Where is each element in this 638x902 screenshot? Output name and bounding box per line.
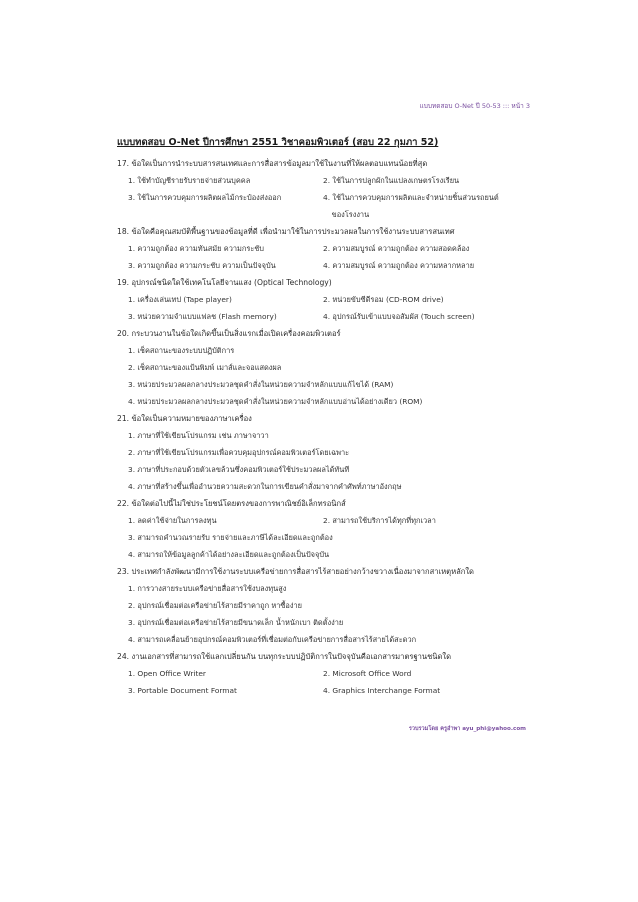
question-text: 17. ข้อใดเป็นการนำระบบสารสนเทศและการสื่อสารข้อมูลมาใช้ในงานที่ให้ผลตอบแทนน้อยที่สุด (117, 159, 428, 168)
option-4: 4. สามารถเคลื่อนย้ายอุปกรณ์คอมพิวเตอร์ที่เชื่อมต่อกับเครือข่ายการสื่อสารไร้สายได้สะดวก (128, 635, 417, 644)
option-3: 3. หน่วยความจำแบบแฟลช (Flash memory) (128, 312, 277, 321)
option-2: 2. ความสมบูรณ์ ความถูกต้อง ความสอดคล้อง (323, 244, 470, 253)
option-4: 4. ความสมบูรณ์ ความถูกต้อง ความหลากหลาย (323, 261, 475, 270)
option-2: 2. Microsoft Office Word (323, 669, 412, 678)
option-2: 2. หน่วยขับซีดีรอม (CD-ROM drive) (323, 295, 444, 304)
option-4: 4. สามารถให้ข้อมูลลูกค้าได้อย่างละเอียดและถูกต้องเป็นปัจจุบัน (128, 550, 330, 559)
question-text: 22. ข้อใดต่อไปนี้ไม่ใช่ประโยชน์โดยตรงของการพาณิชย์อิเล็กทรอนิกส์ (117, 499, 346, 508)
option-2: 2. อุปกรณ์เชื่อมต่อเครือข่ายไร้สายมีราคาถูก หาซื้อง่าย (128, 601, 302, 610)
option-3: 3. ความถูกต้อง ความกระชับ ความเป็นปัจจุบัน (128, 261, 276, 270)
option-3: 3. หน่วยประมวลผลกลางประมวลชุดคำสั่งในหน่วยความจำหลักแบบแก้ไขได้ (RAM) (128, 380, 394, 389)
question-text: 23. ประเทศกำลังพัฒนามีการใช้งานระบบเครือข่ายการสื่อสารไร้สายอย่างกว้างขวางเนื่องมาจากสาเหตุหลักใด (117, 567, 474, 576)
question-list (117, 155, 537, 699)
question-19 (117, 274, 537, 325)
option-2: 2. เช็คสถานะของแป้นพิมพ์ เมาส์และจอแสดงผล (128, 363, 282, 372)
option-1: 1. เช็คสถานะของระบบปฏิบัติการ (128, 346, 235, 355)
option-2: 2. ภาษาที่ใช้เขียนโปรแกรมเพื่อควบคุมอุปกรณ์คอมพิวเตอร์โดยเฉพาะ (128, 448, 350, 457)
option-4: 4. Graphics Interchange Format (323, 686, 441, 695)
question-text: 24. งานเอกสารที่สามารถใช้แลกเปลี่ยนกัน บนทุกระบบปฏิบัติการในปัจจุบันคือเอกสารมาตรฐานชนิดใด (117, 652, 452, 661)
option-3: 3. สามารถคำนวณรายรับ รายจ่ายและภาษีได้ละเอียดและถูกต้อง (128, 533, 333, 542)
option-3: 3. อุปกรณ์เชื่อมต่อเครือข่ายไร้สายมีขนาดเล็ก น้ำหนักเบา ติดตั้งง่าย (128, 618, 344, 627)
question-20 (117, 325, 537, 410)
page-footer-credit: รวบรวมโดย ครูอำพา ayu_phi@yahoo.com (408, 726, 526, 732)
page-title: แบบทดสอบ O-Net ปีการศึกษา 2551 วิชาคอมพิวเตอร์ (สอบ 22 กุมภา 52) (117, 137, 439, 148)
question-text: 18. ข้อใดคือคุณสมบัติพื้นฐานของข้อมูลที่ดี เพื่อนำมาใช้ในการประมวลผลในการใช้งานระบบสารสนเทศ (117, 227, 455, 236)
option-1: 1. ใช้ทำบัญชีรายรับรายจ่ายส่วนบุคคล (128, 176, 251, 185)
option-1: 1. การวางสายระบบเครือข่ายสื่อสารใช้งบลงทุนสูง (128, 584, 287, 593)
question-text: 20. กระบวนงานในข้อใดเกิดขึ้นเป็นสิ่งแรกเมื่อเปิดเครื่องคอมพิวเตอร์ (117, 329, 341, 338)
question-23 (117, 563, 537, 648)
option-4: 4. อุปกรณ์รับเข้าแบบจอสัมผัส (Touch screen) (323, 312, 475, 321)
question-21 (117, 410, 537, 495)
option-3: 3. ภาษาที่ประกอบด้วยตัวเลขล้วนซึ่งคอมพิวเตอร์ใช้ประมวลผลได้ทันที (128, 465, 350, 474)
question-18 (117, 223, 537, 274)
option-2: 2. ใช้ในการปลูกผักในแปลงเกษตรโรงเรียน (323, 176, 460, 185)
question-22 (117, 495, 537, 563)
option-4: 4. หน่วยประมวลผลกลางประมวลชุดคำสั่งในหน่วยความจำหลักแบบอ่านได้อย่างเดียว (ROM) (128, 397, 423, 406)
option-1: 1. ความถูกต้อง ความทันสมัย ความกระชับ (128, 244, 265, 253)
option-4: 4. ภาษาที่สร้างขึ้นเพื่ออำนวยความสะดวกในการเขียนคำสั่งมาจากคำศัพท์ภาษาอังกฤษ (128, 482, 402, 491)
question-24 (117, 648, 537, 699)
page-header: แบบทดสอบ O-Net ปี 50-53 ::: หน้า 3 (419, 102, 530, 110)
option-4-continued: ของโรงงาน (331, 210, 370, 219)
option-1: 1. ภาษาที่ใช้เขียนโปรแกรม เช่น ภาษาจาวา (128, 431, 269, 440)
option-3: 3. ใช้ในการควบคุมการผลิตผลไม้กระป๋องส่งออก (128, 193, 282, 202)
option-1: 1. Open Office Writer (128, 669, 206, 678)
option-1: 1. เครื่องเล่นเทป (Tape player) (128, 295, 232, 304)
option-3: 3. Portable Document Format (128, 686, 237, 695)
question-text: 21. ข้อใดเป็นความหมายของภาษาเครื่อง (117, 414, 252, 423)
option-4: 4. ใช้ในการควบคุมการผลิตและจำหน่ายชิ้นส่วนรถยนต์ (323, 193, 499, 202)
option-2: 2. สามารถใช้บริการได้ทุกที่ทุกเวลา (323, 516, 436, 525)
question-17 (117, 155, 537, 223)
option-1: 1. ลดค่าใช้จ่ายในการลงทุน (128, 516, 217, 525)
question-text: 19. อุปกรณ์ชนิดใดใช้เทคโนโลยีจานแสง (Optical Technology) (117, 278, 332, 287)
